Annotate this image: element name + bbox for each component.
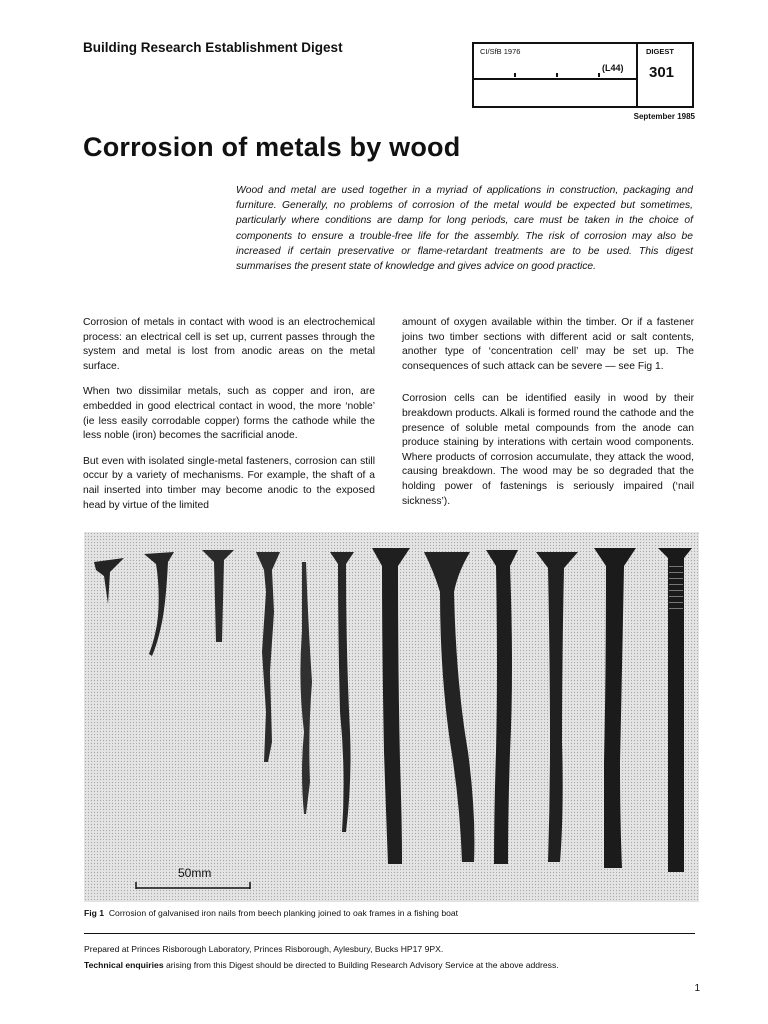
body-paragraph: amount of oxygen available within the timber. Or if a fastener joins two timber sections with different acid or salt contents, another type of ‘concentration cell’ may be set up. The consequences of such attack can be severe — see Fig 1.	[402, 317, 694, 372]
technical-enquiries-note	[84, 960, 559, 970]
box-divider-horizontal	[474, 78, 636, 80]
enquiries-text: arising from this Digest should be directed to Building Research Advisory Service at the above address.	[163, 960, 559, 970]
classification-code: (L44)	[602, 63, 624, 73]
tick-mark	[556, 73, 558, 77]
scale-label: 50mm	[178, 866, 212, 880]
body-paragraph: Corrosion of metals in contact with wood is an electrochemical process: an electrical cell is set up, current passes through the system and metal is lost from anodic areas on the metal surface.	[83, 317, 375, 372]
body-paragraph: When two dissimilar metals, such as copper and iron, are embedded in good electrical contact in wood, the more ‘noble’ (ie less easily corrodable copper) forms the cathode while the less noble (iron) becomes the sacrificial anode.	[83, 386, 375, 442]
tick-mark	[514, 73, 516, 77]
digest-label: DIGEST	[646, 47, 674, 56]
body-paragraph: Corrosion cells can be identified easily in wood by their breakdown products. Alkali is formed round the cathode and the presence of soluble metal compounds from the anode can produce staining by interations with certain wood components. Where products of corrosion accumulate, they attack the wood, causing breakdown. The wood may be so degraded that the holding power of fastenings is seriously impaired (‘nail sickness’).	[402, 393, 694, 507]
enquiries-lead: Technical enquiries	[84, 960, 164, 970]
page-number: 1	[694, 983, 700, 994]
tick-mark	[598, 73, 600, 77]
figure-caption	[84, 908, 458, 918]
cisfb-label: CI/SfB 1976	[480, 47, 521, 56]
body-column-left	[83, 316, 375, 524]
digest-number: 301	[649, 64, 675, 81]
caption-text: Corrosion of galvanised iron nails from beech planking joined to oak frames in a fishing boat	[108, 908, 459, 918]
footer-rule	[84, 933, 695, 934]
intro-paragraph: Wood and metal are used together in a myriad of applications in construction, packaging and furniture. Generally, no problems of corrosion of the metal would be expected but sometimes, particularly where conditions are damp for long periods, care must be taken in the choice of components to ensure a trouble-free life for the assembly. The risk of corrosion may also be increased if certain preservative or flame-retardant treatments are to be used. This digest summarises the present state of knowledge and gives advice on good practice.	[236, 185, 693, 273]
page-title: Corrosion of metals by wood	[83, 132, 461, 162]
caption-label: Fig 1	[84, 908, 105, 918]
prepared-at-note: Prepared at Princes Risborough Laboratory, Princes Risborough, Aylesbury, Bucks HP17 9PX.	[84, 944, 444, 954]
body-column-right	[402, 316, 694, 520]
body-paragraph: But even with isolated single-metal fasteners, corrosion can still occur by a variety of mechanisms. For example, the shaft of a nail inserted into timber may become anodic to the exposed head by virtue of the limited	[83, 455, 375, 511]
nails-photograph	[84, 532, 699, 902]
box-divider-vertical	[636, 44, 638, 106]
publication-date: September 1985	[633, 112, 695, 121]
digest-series-title: Building Research Establishment Digest	[83, 40, 343, 55]
classification-box	[472, 42, 694, 108]
